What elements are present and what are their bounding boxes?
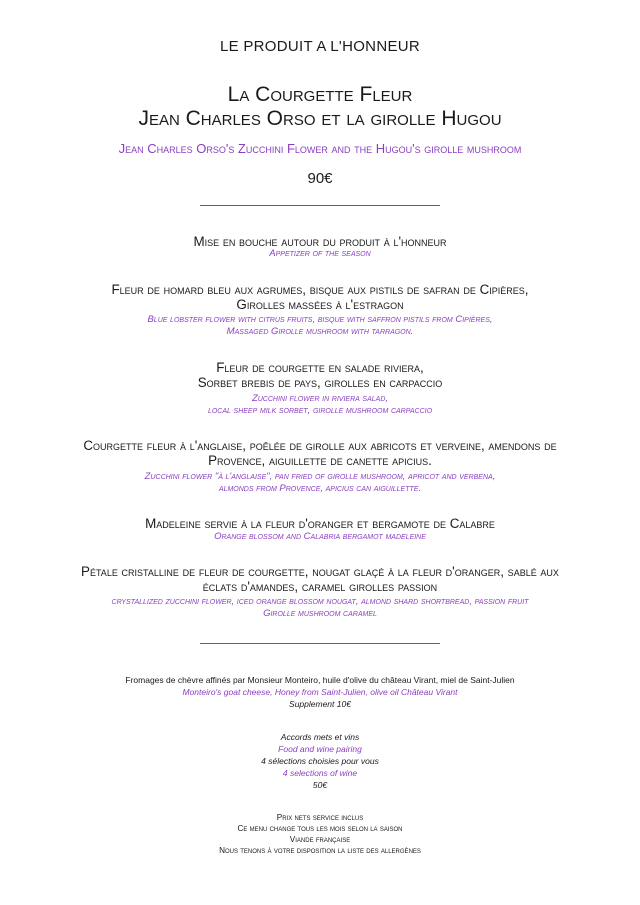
footer-line-2: Ce menu change tous les mois selon la saison [237,824,403,833]
course-2-en-line2: Massaged Girolle mushroom with tarragon. [226,326,414,337]
footer-line-3: Viande française [289,835,351,844]
course-4-fr-line1: Courgette fleur à l'anglaise, poêlée de girolle aux abricots et verveine, amendons de [83,438,557,453]
cheese-en: Monteiro's goat cheese, Honey from Saint-Julien, olive oil Château Virant [182,687,458,697]
footer-line-4: Nous tenons à votre disposition la liste des allergènes [219,846,421,855]
section-title: LE PRODUIT A L'HONNEUR [219,38,421,55]
course-5-fr: Madeleine servie à la fleur d'oranger et bergamote de Calabre [145,516,495,531]
menu-title-line2: Jean Charles Orso et la girolle Hugou [138,107,502,130]
menu-title-line1: La Courgette Fleur [227,83,413,106]
course-6-en-line1: crystallized zucchini flower, iced orange blossom nougat, almond shard shortbread, passion fruit [111,596,529,607]
course-2-fr-line1: Fleur de homard bleu aux agrumes, bisque aux pistils de safran de Cipières, [111,282,529,297]
course-4-en-line2: almonds from Provence, apicius can aiguillette. [218,483,422,494]
course-5-en: Orange blossom and Calabria bergamot madeleine [214,531,426,542]
wine-selections-fr: 4 sélections choisies pour vous [261,756,379,766]
cheese-supplement: Supplement 10€ [289,699,351,709]
course-6-en-line2: Girolle mushroom caramel [263,608,377,619]
wine-pairing-fr: Accords mets et vins [280,732,360,742]
course-3-fr-line2: Sorbet brebis de pays, girolles en carpaccio [197,375,443,390]
divider-bottom [200,643,440,644]
course-3-en-line1: Zucchini flower in riviera salad, [251,393,389,404]
course-6-fr-line2: éclats d'amandes, caramel girolles passion [202,579,438,594]
course-1-en: Appetizer of the season [269,248,371,259]
wine-pairing-en: Food and wine pairing [278,744,362,754]
course-4-fr-line2: Provence, aiguillette de canette apicius. [208,453,432,468]
menu-price: 90€ [307,170,333,187]
course-2-en-line1: Blue lobster flower with citrus fruits, bisque with saffron pistils from Cipières, [147,314,493,325]
wine-price: 50€ [312,780,328,790]
course-3-fr-line1: Fleur de courgette en salade riviera, [216,360,424,375]
course-1-fr: Mise en bouche autour du produit à l'honneur [193,234,447,249]
cheese-fr: Fromages de chèvre affinés par Monsieur Monteiro, huile d'olive du château Virant, miel de Saint-Julien [125,675,515,685]
footer-line-1: Prix nets service inclus [276,813,364,822]
course-6-fr-line1: Pétale cristalline de fleur de courgette, nougat glaçé à la fleur d'oranger, sablé aux [81,564,559,579]
divider-top [200,205,440,206]
course-2-fr-line2: Girolles massées à l'estragon [236,297,404,312]
course-4-en-line1: Zucchini flower "à l'anglaise", pan fried of girolle mushroom, apricot and verbena, [144,471,496,482]
course-3-en-line2: local sheep milk sorbet, girolle mushroom carpaccio [207,405,433,416]
wine-selections-en: 4 selections of wine [282,768,358,778]
menu-subtitle: Jean Charles Orso's Zucchini Flower and the Hugou's girolle mushroom [118,141,522,156]
